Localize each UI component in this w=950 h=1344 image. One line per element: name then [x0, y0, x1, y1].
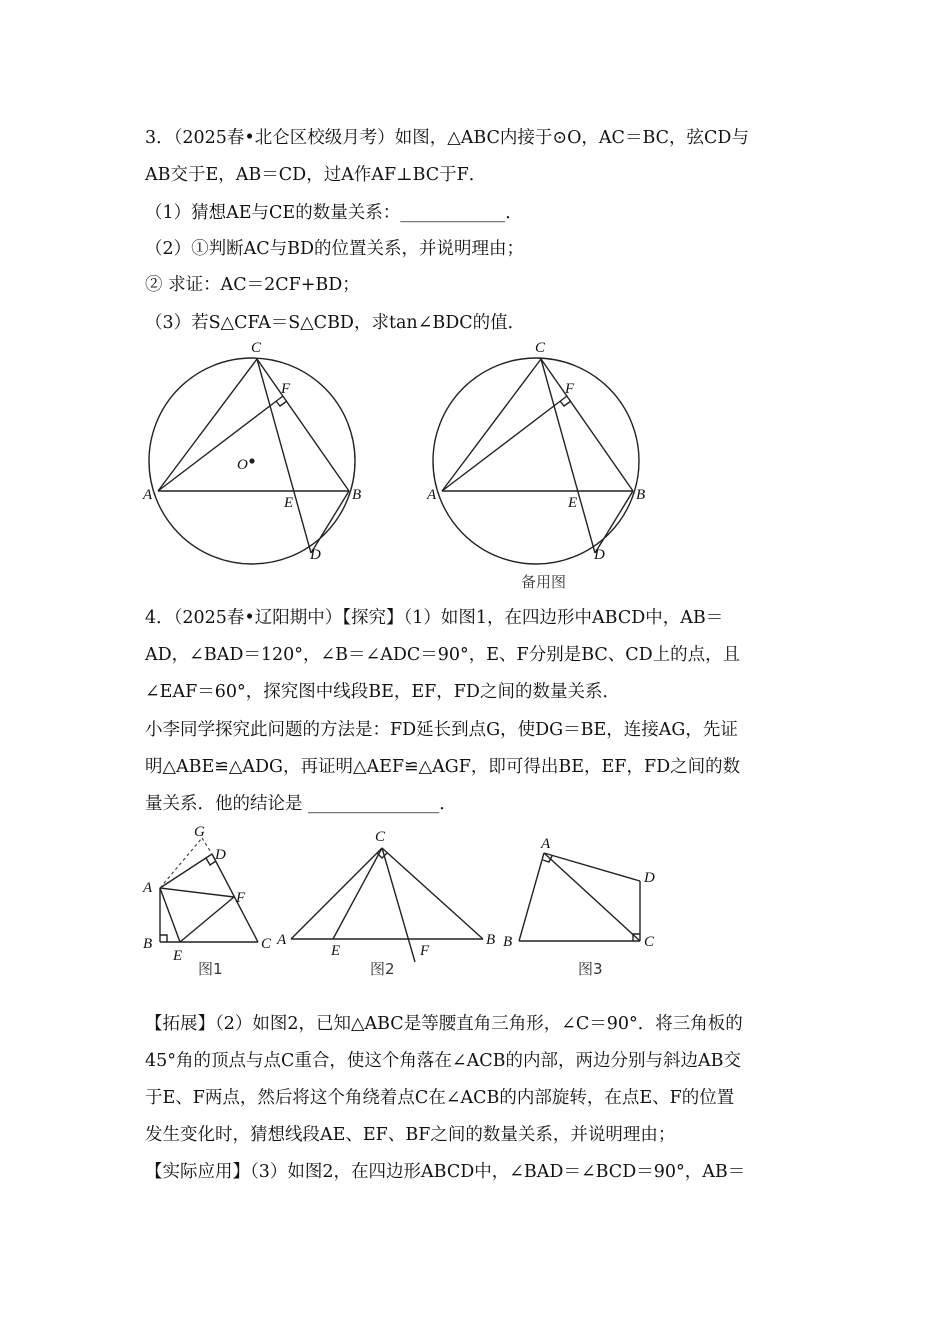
f1-label-G: G — [194, 824, 205, 840]
p3-figure-spare — [424, 340, 654, 570]
p3-line-3: （1）猜想AE与CE的数量关系：____________． — [145, 203, 523, 223]
p4-fig3-label: 图3 — [578, 960, 603, 978]
p4-line-3: ∠EAF＝60°，探究图中线段BE，EF，FD之间的数量关系． — [145, 682, 620, 702]
p4-fig2-label: 图2 — [370, 960, 395, 978]
p3-label-O: O — [237, 457, 248, 473]
p3s-label-C: C — [535, 340, 546, 356]
p3s-label-F: F — [565, 381, 575, 397]
p3-line-5: ② 求证：AC＝2CF+BD； — [145, 275, 360, 295]
p3-label-D: D — [310, 547, 321, 563]
p3-label-E: E — [284, 495, 294, 511]
p3-line-4: （2）①判断AC与BD的位置关系，并说明理由； — [145, 239, 525, 259]
p3-label-A: A — [143, 487, 153, 503]
p4-more-line-4: 发生变化时，猜想线段AE、EF、BF之间的数量关系，并说明理由； — [145, 1125, 676, 1145]
p3s-label-B: B — [636, 487, 646, 503]
f1-label-E: E — [173, 948, 183, 964]
p4-line-5: 明△ABE≌△ADG，再证明△AEF≌△AGF，即可得出BE，EF，FD之间的数 — [145, 757, 741, 777]
f1-label-D: D — [215, 847, 226, 863]
f2-label-E: E — [331, 943, 341, 959]
p4-line-4: 小李同学探究此问题的方法是：FD延长到点G，使DG＝BE，连接AG，先证 — [145, 720, 738, 740]
f2-label-A: A — [277, 932, 287, 948]
p3-label-B: B — [352, 487, 362, 503]
p4-line-6: 量关系．他的结论是 _______________． — [145, 794, 457, 814]
p4-more-line-5: 【实际应用】（3）如图2，在四边形ABCD中，∠BAD＝∠BCD＝90°，AB＝ — [145, 1162, 746, 1182]
f2-label-C: C — [375, 829, 386, 845]
f3-label-A: A — [541, 836, 551, 852]
p3-line-1: 3．（2025春•北仑区校级月考）如图，△ABC内接于⊙O，AC＝BC，弦CD与 — [145, 128, 749, 148]
p4-figure-1 — [140, 822, 280, 964]
p4-figure-2 — [275, 822, 505, 959]
f1-label-B: B — [143, 936, 153, 952]
f1-label-A: A — [143, 880, 153, 896]
p3s-label-E: E — [568, 495, 578, 511]
p3-label-C: C — [251, 340, 262, 356]
f3-label-D: D — [644, 870, 655, 886]
f2-label-F: F — [420, 943, 430, 959]
p3-figure-main — [140, 340, 370, 570]
f1-label-C: C — [261, 936, 272, 952]
p3-line-6: （3）若S△CFA＝S△CBD，求tan∠BDC的值． — [145, 313, 526, 333]
p4-fig1-label: 图1 — [198, 960, 223, 978]
p3s-label-D: D — [594, 547, 605, 563]
p4-more-line-2: 45°角的顶点与点C重合，使这个角落在∠ACB的内部，两边分别与斜边AB交 — [145, 1051, 741, 1071]
p4-line-2: AD，∠BAD＝120°，∠B＝∠ADC＝90°，E、F分别是BC、CD上的点，且 — [145, 645, 741, 665]
f3-label-C: C — [644, 934, 655, 950]
p3-spare-caption: 备用图 — [521, 573, 567, 591]
p4-more-line-3: 于E、F两点，然后将这个角绕着点C在∠ACB的内部旋转，在点E、F的位置 — [145, 1088, 735, 1108]
f1-label-F: F — [236, 890, 246, 906]
p3-line-2: AB交于E，AB＝CD，过A作AF⊥BC于F． — [145, 165, 487, 185]
p3-label-F: F — [281, 381, 291, 397]
f2-label-B: B — [486, 932, 496, 948]
p4-line-1: 4．（2025春•辽阳期中）【探究】（1）如图1，在四边形中ABCD中，AB＝ — [145, 608, 724, 628]
f3-label-B: B — [503, 934, 513, 950]
p4-more-line-1: 【拓展】（2）如图2，已知△ABC是等腰直角三角形，∠C＝90°．将三角板的 — [145, 1014, 743, 1034]
p4-figure-3 — [500, 822, 670, 952]
p3s-label-A: A — [427, 487, 437, 503]
